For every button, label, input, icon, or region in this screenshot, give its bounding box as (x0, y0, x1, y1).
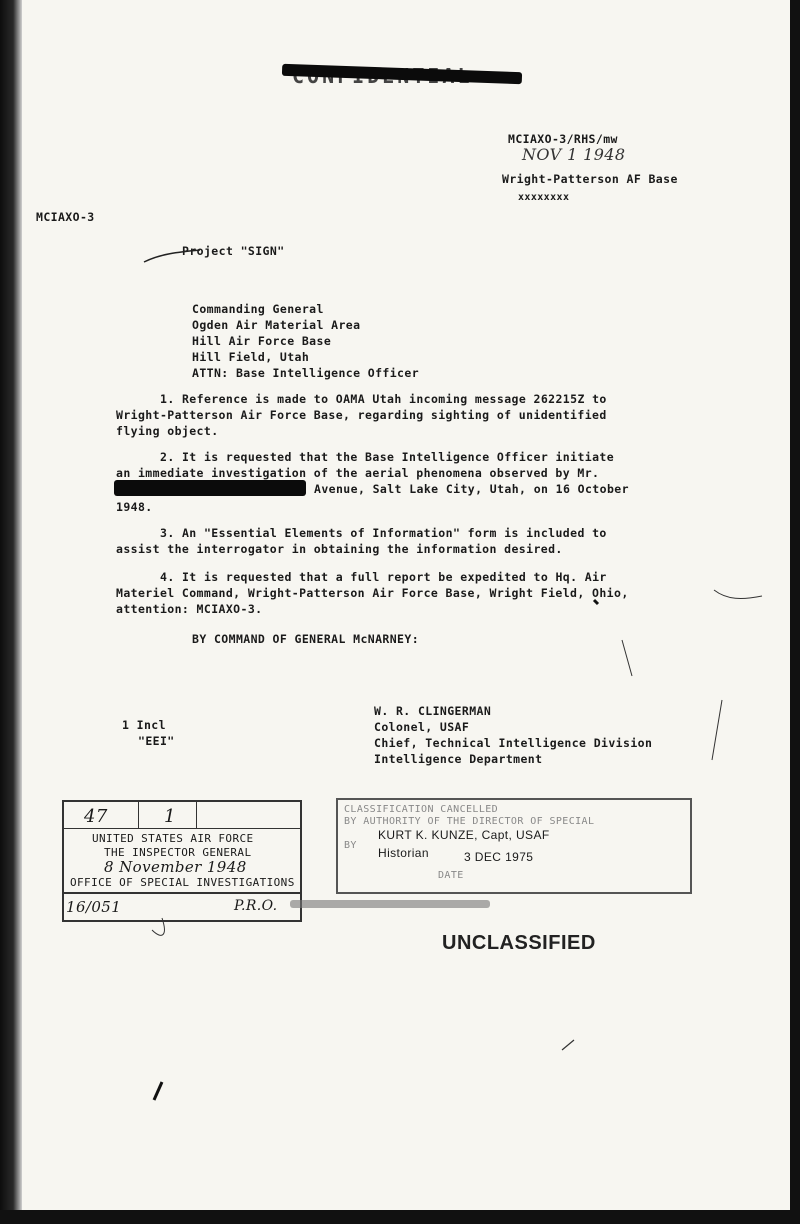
scan-right-edge (790, 0, 800, 1224)
paragraph-line: 4. It is requested that a full report be expedited to Hq. Air (160, 570, 607, 584)
signer-name: W. R. CLINGERMAN (374, 704, 492, 718)
location-redaction: xxxxxxxx (518, 192, 570, 203)
address-line-1: Commanding General (192, 302, 324, 316)
signer-title: Chief, Technical Intelligence Division (374, 736, 653, 750)
document-page (22, 0, 790, 1210)
closing-line: BY COMMAND OF GENERAL McNARNEY: (192, 632, 420, 646)
paragraph-line: flying object. (116, 424, 219, 438)
paragraph-line: 1948. (116, 500, 153, 514)
declass-title: Historian (378, 846, 429, 860)
enclosure-count: 1 Incl (122, 718, 166, 732)
signer-rank: Colonel, USAF (374, 720, 470, 734)
date-stamp: NOV 1 1948 (522, 145, 626, 164)
paragraph-line: 2. It is requested that the Base Intelligence Officer initiate (160, 450, 615, 464)
paragraph-line: 1. Reference is made to OAMA Utah incoming message 262215Z to (160, 392, 607, 406)
scan-bottom-edge (0, 1210, 800, 1224)
address-line-4: Hill Field, Utah (192, 350, 310, 364)
paragraph-line: Wright-Patterson Air Force Base, regarding sighting of unidentified (116, 408, 607, 422)
enclosure-name: "EEI" (138, 734, 175, 748)
paragraph-line: attention: MCIAXO-3. (116, 602, 263, 616)
declass-date-label: DATE (438, 870, 464, 881)
declass-line-1: CLASSIFICATION CANCELLED (344, 804, 499, 815)
scan-left-edge (0, 0, 22, 1224)
file-reference: MCIAXO-3/RHS/mw (508, 132, 618, 146)
declass-by-label: BY (344, 840, 357, 851)
office-symbol: MCIAXO-3 (36, 210, 95, 224)
paragraph-line: an immediate investigation of the aerial phenomena observed by Mr. (116, 466, 600, 480)
declass-name: KURT K. KUNZE, Capt, USAF (378, 828, 550, 842)
osi-line-3: OFFICE OF SPECIAL INVESTIGATIONS (70, 876, 295, 889)
osi-number-1: 47 (84, 806, 108, 827)
declass-line-2: BY AUTHORITY OF THE DIRECTOR OF SPECIAL (344, 816, 595, 827)
subject-line: Project "SIGN" (182, 244, 285, 258)
osi-handwritten-date: 8 November 1948 (104, 858, 247, 876)
location: Wright-Patterson AF Base (502, 172, 678, 186)
paragraph-line: Avenue, Salt Lake City, Utah, on 16 October (314, 482, 629, 496)
stray-marks (22, 0, 790, 1210)
paragraph-line: Materiel Command, Wright-Patterson Air Force Base, Wright Field, Ohio, (116, 586, 629, 600)
address-line-3: Hill Air Force Base (192, 334, 332, 348)
osi-line-1: UNITED STATES AIR FORCE (92, 832, 254, 845)
osi-file-number: 16/051 (66, 898, 122, 916)
declass-date: 3 DEC 1975 (464, 850, 534, 864)
paragraph-line: assist the interrogator in obtaining the information desired. (116, 542, 563, 556)
unclassified-stamp: UNCLASSIFIED (442, 932, 596, 954)
osi-line-2: THE INSPECTOR GENERAL (104, 846, 252, 859)
osi-bottom-text: P.R.O. (234, 898, 278, 914)
osi-number-2: 1 (164, 806, 176, 827)
signer-department: Intelligence Department (374, 752, 543, 766)
address-attn: ATTN: Base Intelligence Officer (192, 366, 420, 380)
address-line-2: Ogden Air Material Area (192, 318, 361, 332)
paragraph-line: 3. An "Essential Elements of Information" form is included to (160, 526, 607, 540)
